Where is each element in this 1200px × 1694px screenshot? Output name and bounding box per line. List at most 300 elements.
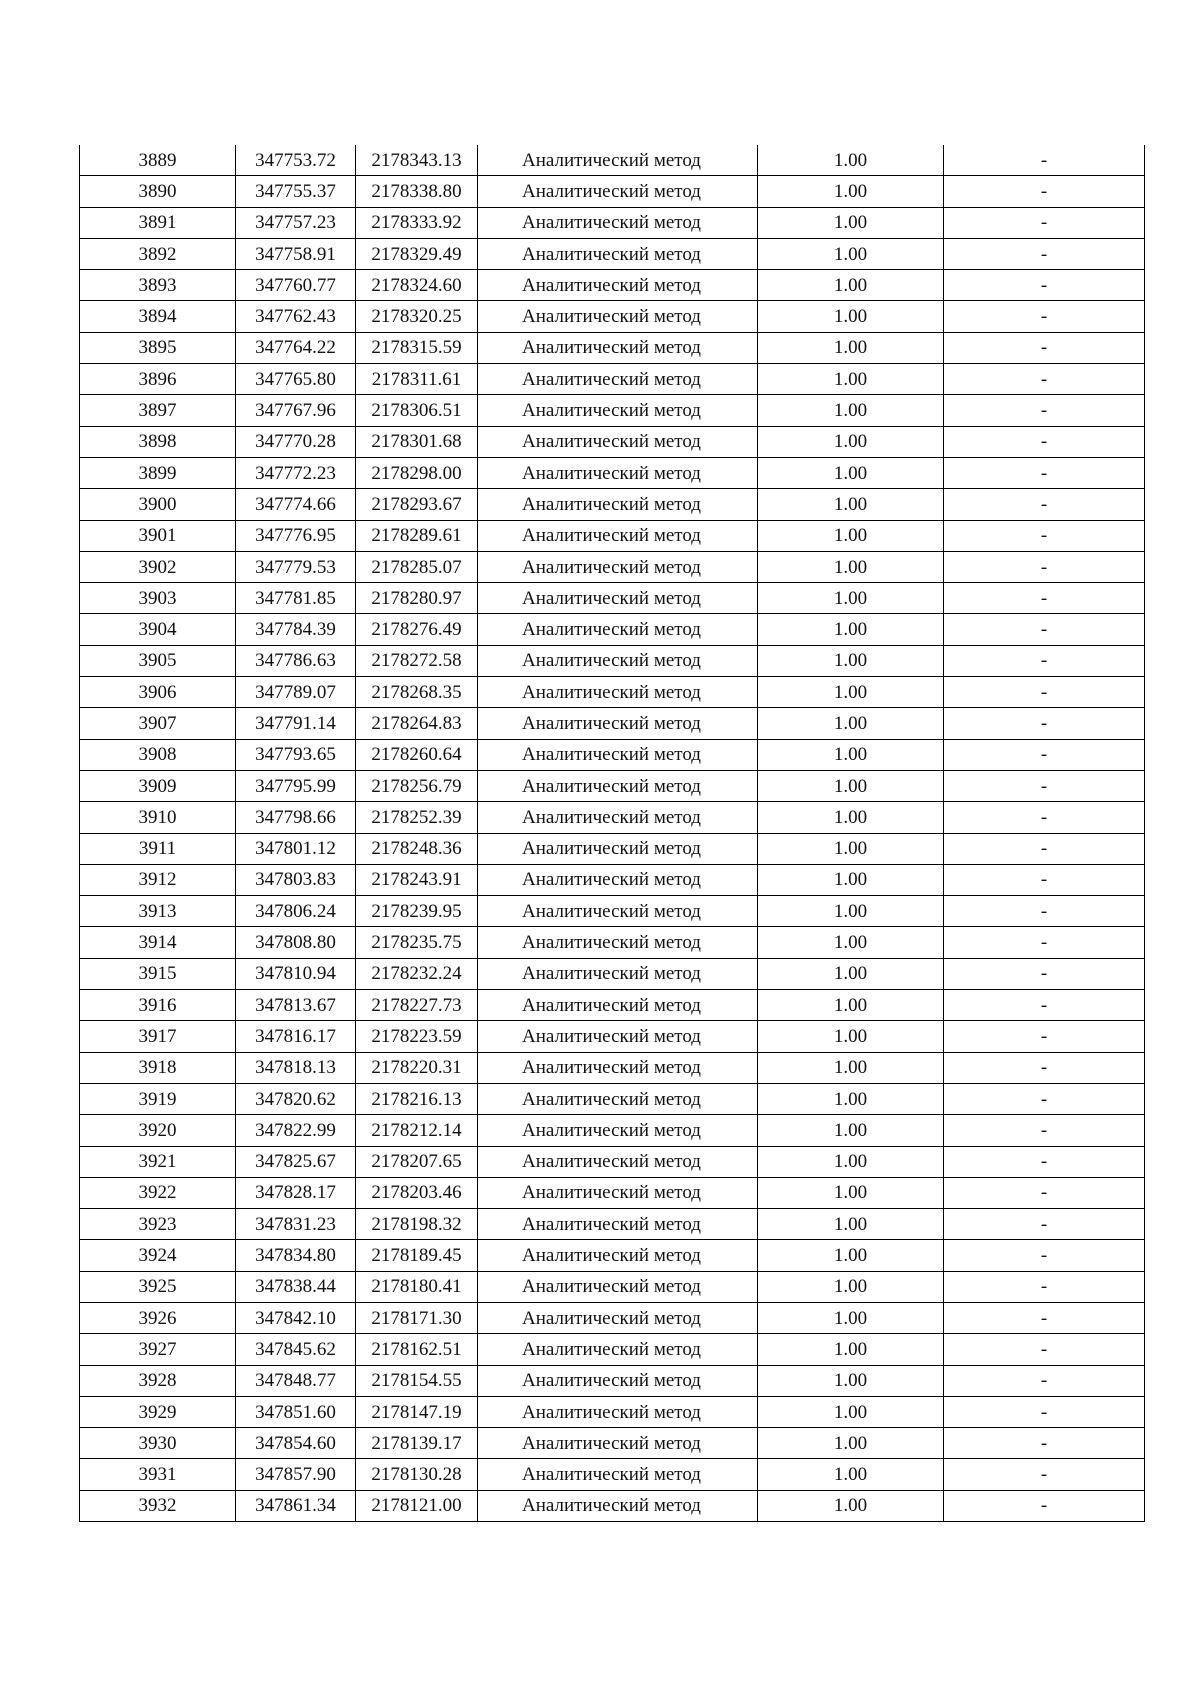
precision-cell: 1.00 xyxy=(758,1083,944,1114)
note-cell: - xyxy=(944,1459,1145,1490)
precision-cell: 1.00 xyxy=(758,301,944,332)
precision-cell: 1.00 xyxy=(758,426,944,457)
point-number-cell: 3906 xyxy=(80,677,236,708)
table-row xyxy=(80,1334,1145,1365)
x-coordinate-cell: 347776.95 xyxy=(236,520,356,551)
y-coordinate-cell: 2178130.28 xyxy=(356,1459,478,1490)
note-cell: - xyxy=(944,927,1145,958)
y-coordinate-cell: 2178248.36 xyxy=(356,833,478,864)
table-row xyxy=(80,739,1145,770)
point-number-cell: 3899 xyxy=(80,457,236,488)
x-coordinate-cell: 347848.77 xyxy=(236,1365,356,1396)
point-number-cell: 3895 xyxy=(80,332,236,363)
precision-cell: 1.00 xyxy=(758,645,944,676)
x-coordinate-cell: 347845.62 xyxy=(236,1334,356,1365)
x-coordinate-cell: 347772.23 xyxy=(236,457,356,488)
method-cell: Аналитический метод xyxy=(478,238,758,269)
method-cell: Аналитический метод xyxy=(478,145,758,176)
y-coordinate-cell: 2178298.00 xyxy=(356,457,478,488)
table-row xyxy=(80,1396,1145,1427)
method-cell: Аналитический метод xyxy=(478,958,758,989)
precision-cell: 1.00 xyxy=(758,896,944,927)
y-coordinate-cell: 2178320.25 xyxy=(356,301,478,332)
precision-cell: 1.00 xyxy=(758,677,944,708)
y-coordinate-cell: 2178276.49 xyxy=(356,614,478,645)
x-coordinate-cell: 347818.13 xyxy=(236,1052,356,1083)
table-row xyxy=(80,1209,1145,1240)
note-cell: - xyxy=(944,551,1145,582)
precision-cell: 1.00 xyxy=(758,708,944,739)
point-number-cell: 3923 xyxy=(80,1209,236,1240)
method-cell: Аналитический метод xyxy=(478,708,758,739)
y-coordinate-cell: 2178212.14 xyxy=(356,1115,478,1146)
table-row xyxy=(80,145,1145,176)
precision-cell: 1.00 xyxy=(758,1334,944,1365)
table-row xyxy=(80,1021,1145,1052)
x-coordinate-cell: 347822.99 xyxy=(236,1115,356,1146)
note-cell: - xyxy=(944,457,1145,488)
point-number-cell: 3919 xyxy=(80,1083,236,1114)
note-cell: - xyxy=(944,833,1145,864)
method-cell: Аналитический метод xyxy=(478,1209,758,1240)
method-cell: Аналитический метод xyxy=(478,990,758,1021)
method-cell: Аналитический метод xyxy=(478,1428,758,1459)
y-coordinate-cell: 2178235.75 xyxy=(356,927,478,958)
table-row xyxy=(80,551,1145,582)
precision-cell: 1.00 xyxy=(758,145,944,176)
method-cell: Аналитический метод xyxy=(478,770,758,801)
y-coordinate-cell: 2178154.55 xyxy=(356,1365,478,1396)
precision-cell: 1.00 xyxy=(758,739,944,770)
point-number-cell: 3893 xyxy=(80,270,236,301)
note-cell: - xyxy=(944,1083,1145,1114)
point-number-cell: 3928 xyxy=(80,1365,236,1396)
note-cell: - xyxy=(944,614,1145,645)
x-coordinate-cell: 347838.44 xyxy=(236,1271,356,1302)
table-row xyxy=(80,1302,1145,1333)
method-cell: Аналитический метод xyxy=(478,395,758,426)
y-coordinate-cell: 2178216.13 xyxy=(356,1083,478,1114)
precision-cell: 1.00 xyxy=(758,489,944,520)
note-cell: - xyxy=(944,958,1145,989)
point-number-cell: 3900 xyxy=(80,489,236,520)
method-cell: Аналитический метод xyxy=(478,864,758,895)
method-cell: Аналитический метод xyxy=(478,833,758,864)
table-row xyxy=(80,583,1145,614)
precision-cell: 1.00 xyxy=(758,864,944,895)
point-number-cell: 3930 xyxy=(80,1428,236,1459)
y-coordinate-cell: 2178333.92 xyxy=(356,207,478,238)
x-coordinate-cell: 347789.07 xyxy=(236,677,356,708)
precision-cell: 1.00 xyxy=(758,332,944,363)
y-coordinate-cell: 2178121.00 xyxy=(356,1490,478,1521)
x-coordinate-cell: 347758.91 xyxy=(236,238,356,269)
x-coordinate-cell: 347834.80 xyxy=(236,1240,356,1271)
point-number-cell: 3903 xyxy=(80,583,236,614)
table-row xyxy=(80,207,1145,238)
note-cell: - xyxy=(944,301,1145,332)
point-number-cell: 3898 xyxy=(80,426,236,457)
x-coordinate-cell: 347808.80 xyxy=(236,927,356,958)
note-cell: - xyxy=(944,802,1145,833)
method-cell: Аналитический метод xyxy=(478,426,758,457)
x-coordinate-cell: 347774.66 xyxy=(236,489,356,520)
precision-cell: 1.00 xyxy=(758,364,944,395)
precision-cell: 1.00 xyxy=(758,1459,944,1490)
y-coordinate-cell: 2178311.61 xyxy=(356,364,478,395)
method-cell: Аналитический метод xyxy=(478,739,758,770)
y-coordinate-cell: 2178239.95 xyxy=(356,896,478,927)
precision-cell: 1.00 xyxy=(758,1490,944,1521)
method-cell: Аналитический метод xyxy=(478,1240,758,1271)
table-row xyxy=(80,489,1145,520)
table-row xyxy=(80,1083,1145,1114)
note-cell: - xyxy=(944,207,1145,238)
table-row xyxy=(80,457,1145,488)
y-coordinate-cell: 2178264.83 xyxy=(356,708,478,739)
y-coordinate-cell: 2178189.45 xyxy=(356,1240,478,1271)
y-coordinate-cell: 2178343.13 xyxy=(356,145,478,176)
y-coordinate-cell: 2178289.61 xyxy=(356,520,478,551)
note-cell: - xyxy=(944,990,1145,1021)
y-coordinate-cell: 2178293.67 xyxy=(356,489,478,520)
y-coordinate-cell: 2178252.39 xyxy=(356,802,478,833)
table-row xyxy=(80,1428,1145,1459)
method-cell: Аналитический метод xyxy=(478,207,758,238)
note-cell: - xyxy=(944,864,1145,895)
x-coordinate-cell: 347781.85 xyxy=(236,583,356,614)
x-coordinate-cell: 347795.99 xyxy=(236,770,356,801)
y-coordinate-cell: 2178315.59 xyxy=(356,332,478,363)
x-coordinate-cell: 347793.65 xyxy=(236,739,356,770)
precision-cell: 1.00 xyxy=(758,1365,944,1396)
precision-cell: 1.00 xyxy=(758,1177,944,1208)
point-number-cell: 3931 xyxy=(80,1459,236,1490)
table-row xyxy=(80,958,1145,989)
y-coordinate-cell: 2178268.35 xyxy=(356,677,478,708)
table-row xyxy=(80,770,1145,801)
x-coordinate-cell: 347854.60 xyxy=(236,1428,356,1459)
table-row xyxy=(80,708,1145,739)
x-coordinate-cell: 347767.96 xyxy=(236,395,356,426)
table-row xyxy=(80,614,1145,645)
y-coordinate-cell: 2178306.51 xyxy=(356,395,478,426)
precision-cell: 1.00 xyxy=(758,207,944,238)
method-cell: Аналитический метод xyxy=(478,270,758,301)
point-number-cell: 3911 xyxy=(80,833,236,864)
point-number-cell: 3905 xyxy=(80,645,236,676)
precision-cell: 1.00 xyxy=(758,1021,944,1052)
precision-cell: 1.00 xyxy=(758,1240,944,1271)
precision-cell: 1.00 xyxy=(758,958,944,989)
y-coordinate-cell: 2178198.32 xyxy=(356,1209,478,1240)
y-coordinate-cell: 2178272.58 xyxy=(356,645,478,676)
note-cell: - xyxy=(944,739,1145,770)
y-coordinate-cell: 2178285.07 xyxy=(356,551,478,582)
table-row xyxy=(80,1115,1145,1146)
note-cell: - xyxy=(944,645,1145,676)
precision-cell: 1.00 xyxy=(758,551,944,582)
y-coordinate-cell: 2178232.24 xyxy=(356,958,478,989)
table-row xyxy=(80,1490,1145,1521)
precision-cell: 1.00 xyxy=(758,770,944,801)
note-cell: - xyxy=(944,1428,1145,1459)
precision-cell: 1.00 xyxy=(758,1146,944,1177)
point-number-cell: 3907 xyxy=(80,708,236,739)
note-cell: - xyxy=(944,176,1145,207)
point-number-cell: 3915 xyxy=(80,958,236,989)
precision-cell: 1.00 xyxy=(758,614,944,645)
point-number-cell: 3902 xyxy=(80,551,236,582)
precision-cell: 1.00 xyxy=(758,1115,944,1146)
point-number-cell: 3896 xyxy=(80,364,236,395)
precision-cell: 1.00 xyxy=(758,990,944,1021)
note-cell: - xyxy=(944,1177,1145,1208)
method-cell: Аналитический метод xyxy=(478,301,758,332)
x-coordinate-cell: 347825.67 xyxy=(236,1146,356,1177)
method-cell: Аналитический метод xyxy=(478,1334,758,1365)
method-cell: Аналитический метод xyxy=(478,1490,758,1521)
point-number-cell: 3921 xyxy=(80,1146,236,1177)
table-row xyxy=(80,332,1145,363)
note-cell: - xyxy=(944,1334,1145,1365)
note-cell: - xyxy=(944,1240,1145,1271)
table-row xyxy=(80,520,1145,551)
x-coordinate-cell: 347779.53 xyxy=(236,551,356,582)
x-coordinate-cell: 347857.90 xyxy=(236,1459,356,1490)
x-coordinate-cell: 347765.80 xyxy=(236,364,356,395)
method-cell: Аналитический метод xyxy=(478,896,758,927)
x-coordinate-cell: 347755.37 xyxy=(236,176,356,207)
note-cell: - xyxy=(944,332,1145,363)
x-coordinate-cell: 347784.39 xyxy=(236,614,356,645)
table-row xyxy=(80,896,1145,927)
table-row xyxy=(80,395,1145,426)
note-cell: - xyxy=(944,238,1145,269)
precision-cell: 1.00 xyxy=(758,927,944,958)
x-coordinate-cell: 347806.24 xyxy=(236,896,356,927)
method-cell: Аналитический метод xyxy=(478,520,758,551)
point-number-cell: 3916 xyxy=(80,990,236,1021)
y-coordinate-cell: 2178180.41 xyxy=(356,1271,478,1302)
point-number-cell: 3892 xyxy=(80,238,236,269)
x-coordinate-cell: 347851.60 xyxy=(236,1396,356,1427)
point-number-cell: 3904 xyxy=(80,614,236,645)
point-number-cell: 3890 xyxy=(80,176,236,207)
point-number-cell: 3914 xyxy=(80,927,236,958)
method-cell: Аналитический метод xyxy=(478,583,758,614)
method-cell: Аналитический метод xyxy=(478,802,758,833)
precision-cell: 1.00 xyxy=(758,395,944,426)
coordinates-table-body xyxy=(80,145,1145,1522)
table-row xyxy=(80,176,1145,207)
point-number-cell: 3908 xyxy=(80,739,236,770)
y-coordinate-cell: 2178324.60 xyxy=(356,270,478,301)
method-cell: Аналитический метод xyxy=(478,176,758,207)
coordinates-table xyxy=(79,145,1145,1522)
precision-cell: 1.00 xyxy=(758,520,944,551)
point-number-cell: 3924 xyxy=(80,1240,236,1271)
x-coordinate-cell: 347762.43 xyxy=(236,301,356,332)
point-number-cell: 3922 xyxy=(80,1177,236,1208)
x-coordinate-cell: 347831.23 xyxy=(236,1209,356,1240)
y-coordinate-cell: 2178162.51 xyxy=(356,1334,478,1365)
note-cell: - xyxy=(944,489,1145,520)
note-cell: - xyxy=(944,520,1145,551)
method-cell: Аналитический метод xyxy=(478,457,758,488)
note-cell: - xyxy=(944,770,1145,801)
note-cell: - xyxy=(944,1271,1145,1302)
note-cell: - xyxy=(944,1115,1145,1146)
method-cell: Аналитический метод xyxy=(478,332,758,363)
table-row xyxy=(80,270,1145,301)
x-coordinate-cell: 347764.22 xyxy=(236,332,356,363)
x-coordinate-cell: 347753.72 xyxy=(236,145,356,176)
method-cell: Аналитический метод xyxy=(478,1396,758,1427)
y-coordinate-cell: 2178223.59 xyxy=(356,1021,478,1052)
note-cell: - xyxy=(944,270,1145,301)
table-row xyxy=(80,1146,1145,1177)
x-coordinate-cell: 347842.10 xyxy=(236,1302,356,1333)
table-row xyxy=(80,1052,1145,1083)
note-cell: - xyxy=(944,364,1145,395)
precision-cell: 1.00 xyxy=(758,457,944,488)
method-cell: Аналитический метод xyxy=(478,1459,758,1490)
y-coordinate-cell: 2178301.68 xyxy=(356,426,478,457)
precision-cell: 1.00 xyxy=(758,1302,944,1333)
x-coordinate-cell: 347861.34 xyxy=(236,1490,356,1521)
point-number-cell: 3927 xyxy=(80,1334,236,1365)
x-coordinate-cell: 347791.14 xyxy=(236,708,356,739)
note-cell: - xyxy=(944,896,1145,927)
table-row xyxy=(80,1240,1145,1271)
table-row xyxy=(80,1459,1145,1490)
method-cell: Аналитический метод xyxy=(478,489,758,520)
point-number-cell: 3917 xyxy=(80,1021,236,1052)
x-coordinate-cell: 347820.62 xyxy=(236,1083,356,1114)
table-row xyxy=(80,426,1145,457)
table-row xyxy=(80,1177,1145,1208)
x-coordinate-cell: 347760.77 xyxy=(236,270,356,301)
method-cell: Аналитический метод xyxy=(478,1146,758,1177)
precision-cell: 1.00 xyxy=(758,176,944,207)
y-coordinate-cell: 2178329.49 xyxy=(356,238,478,269)
precision-cell: 1.00 xyxy=(758,1396,944,1427)
precision-cell: 1.00 xyxy=(758,270,944,301)
y-coordinate-cell: 2178207.65 xyxy=(356,1146,478,1177)
x-coordinate-cell: 347786.63 xyxy=(236,645,356,676)
method-cell: Аналитический метод xyxy=(478,1177,758,1208)
point-number-cell: 3925 xyxy=(80,1271,236,1302)
y-coordinate-cell: 2178243.91 xyxy=(356,864,478,895)
y-coordinate-cell: 2178139.17 xyxy=(356,1428,478,1459)
table-row xyxy=(80,1271,1145,1302)
method-cell: Аналитический метод xyxy=(478,1021,758,1052)
table-row xyxy=(80,864,1145,895)
point-number-cell: 3891 xyxy=(80,207,236,238)
x-coordinate-cell: 347803.83 xyxy=(236,864,356,895)
precision-cell: 1.00 xyxy=(758,1052,944,1083)
point-number-cell: 3932 xyxy=(80,1490,236,1521)
note-cell: - xyxy=(944,1396,1145,1427)
method-cell: Аналитический метод xyxy=(478,645,758,676)
point-number-cell: 3912 xyxy=(80,864,236,895)
note-cell: - xyxy=(944,677,1145,708)
y-coordinate-cell: 2178227.73 xyxy=(356,990,478,1021)
precision-cell: 1.00 xyxy=(758,583,944,614)
point-number-cell: 3901 xyxy=(80,520,236,551)
note-cell: - xyxy=(944,583,1145,614)
x-coordinate-cell: 347813.67 xyxy=(236,990,356,1021)
point-number-cell: 3926 xyxy=(80,1302,236,1333)
precision-cell: 1.00 xyxy=(758,1428,944,1459)
table-row xyxy=(80,645,1145,676)
x-coordinate-cell: 347770.28 xyxy=(236,426,356,457)
precision-cell: 1.00 xyxy=(758,802,944,833)
y-coordinate-cell: 2178171.30 xyxy=(356,1302,478,1333)
precision-cell: 1.00 xyxy=(758,833,944,864)
table-row xyxy=(80,927,1145,958)
method-cell: Аналитический метод xyxy=(478,614,758,645)
method-cell: Аналитический метод xyxy=(478,1365,758,1396)
note-cell: - xyxy=(944,1365,1145,1396)
method-cell: Аналитический метод xyxy=(478,551,758,582)
x-coordinate-cell: 347757.23 xyxy=(236,207,356,238)
method-cell: Аналитический метод xyxy=(478,1115,758,1146)
note-cell: - xyxy=(944,1302,1145,1333)
point-number-cell: 3897 xyxy=(80,395,236,426)
y-coordinate-cell: 2178147.19 xyxy=(356,1396,478,1427)
y-coordinate-cell: 2178220.31 xyxy=(356,1052,478,1083)
y-coordinate-cell: 2178280.97 xyxy=(356,583,478,614)
y-coordinate-cell: 2178338.80 xyxy=(356,176,478,207)
table-row xyxy=(80,364,1145,395)
point-number-cell: 3910 xyxy=(80,802,236,833)
table-row xyxy=(80,833,1145,864)
point-number-cell: 3909 xyxy=(80,770,236,801)
precision-cell: 1.00 xyxy=(758,1209,944,1240)
x-coordinate-cell: 347816.17 xyxy=(236,1021,356,1052)
method-cell: Аналитический метод xyxy=(478,927,758,958)
table-row xyxy=(80,1365,1145,1396)
table-row xyxy=(80,677,1145,708)
method-cell: Аналитический метод xyxy=(478,677,758,708)
y-coordinate-cell: 2178260.64 xyxy=(356,739,478,770)
note-cell: - xyxy=(944,395,1145,426)
x-coordinate-cell: 347801.12 xyxy=(236,833,356,864)
x-coordinate-cell: 347828.17 xyxy=(236,1177,356,1208)
precision-cell: 1.00 xyxy=(758,1271,944,1302)
note-cell: - xyxy=(944,708,1145,739)
point-number-cell: 3920 xyxy=(80,1115,236,1146)
note-cell: - xyxy=(944,426,1145,457)
note-cell: - xyxy=(944,1209,1145,1240)
note-cell: - xyxy=(944,1021,1145,1052)
y-coordinate-cell: 2178203.46 xyxy=(356,1177,478,1208)
table-row xyxy=(80,802,1145,833)
method-cell: Аналитический метод xyxy=(478,1302,758,1333)
y-coordinate-cell: 2178256.79 xyxy=(356,770,478,801)
x-coordinate-cell: 347798.66 xyxy=(236,802,356,833)
method-cell: Аналитический метод xyxy=(478,364,758,395)
table-row xyxy=(80,238,1145,269)
method-cell: Аналитический метод xyxy=(478,1052,758,1083)
method-cell: Аналитический метод xyxy=(478,1271,758,1302)
note-cell: - xyxy=(944,1490,1145,1521)
note-cell: - xyxy=(944,1146,1145,1177)
note-cell: - xyxy=(944,1052,1145,1083)
point-number-cell: 3918 xyxy=(80,1052,236,1083)
